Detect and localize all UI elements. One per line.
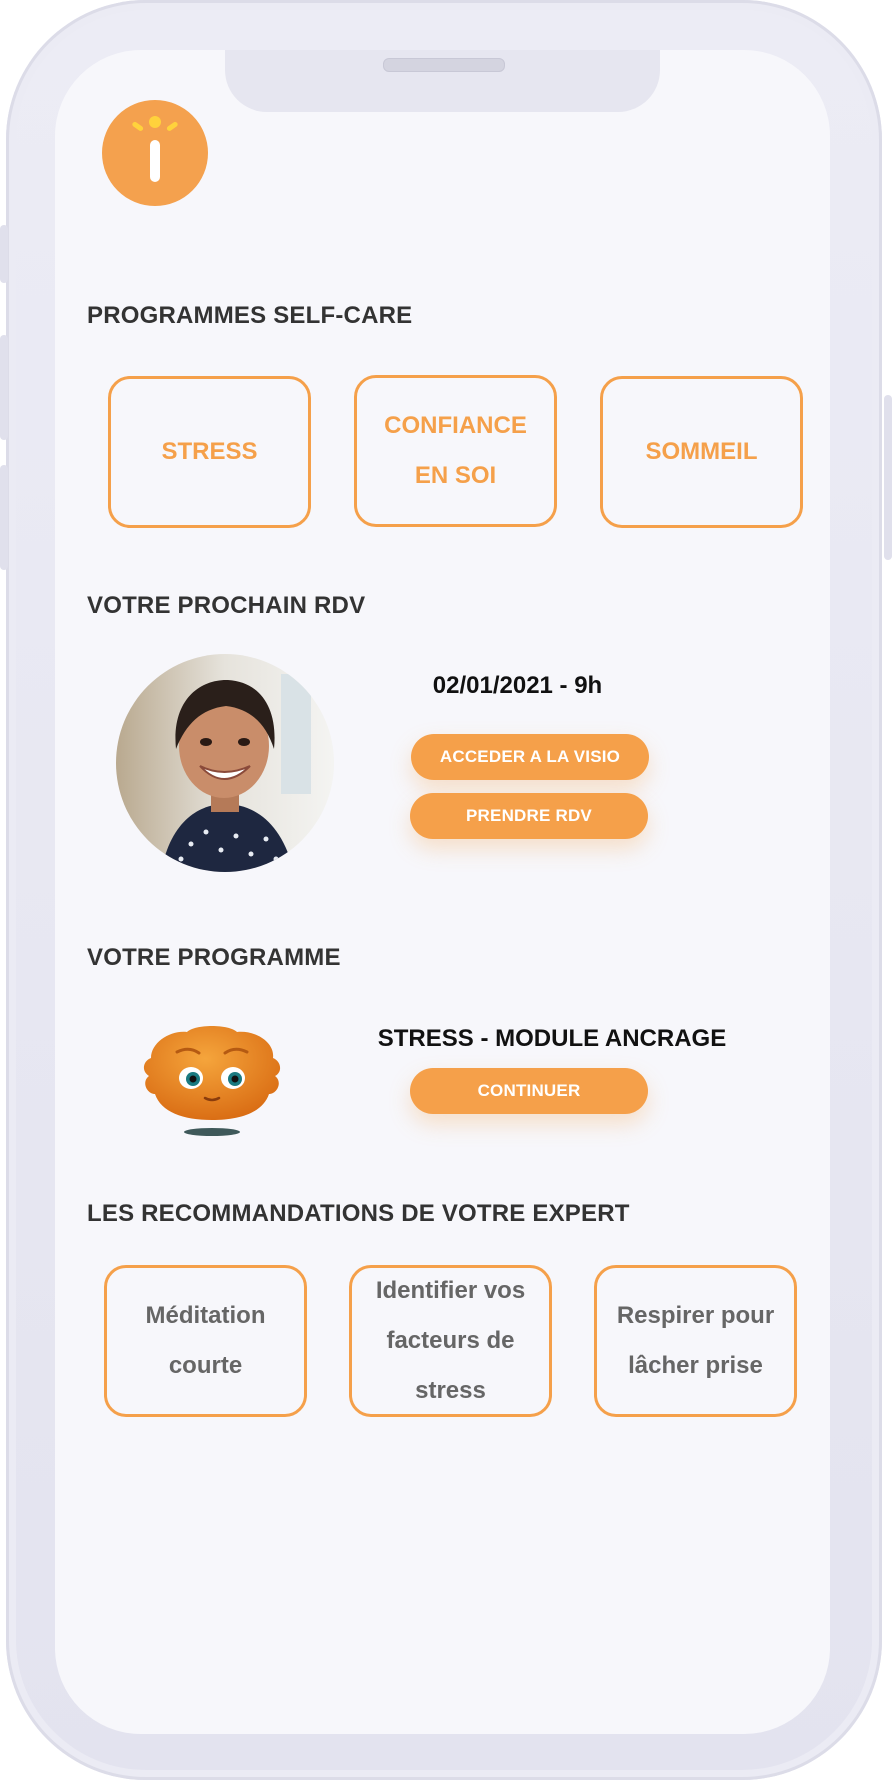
programme-card-label: CONFIANCE EN SOI — [384, 412, 527, 489]
expert-avatar — [116, 654, 334, 872]
recommandation-card-meditation[interactable] — [104, 1265, 307, 1417]
recommandation-card-facteurs[interactable] — [349, 1265, 552, 1417]
phone-side-button-power — [884, 395, 892, 560]
phone-side-button-mute — [0, 225, 8, 283]
section-title-rdv: VOTRE PROCHAIN RDV — [87, 592, 366, 619]
programme-card-label: STRESS — [161, 438, 258, 465]
programme-card-label: SOMMEIL — [645, 438, 758, 465]
info-person-logo-icon[interactable] — [102, 100, 208, 206]
recommandation-card-respirer[interactable] — [594, 1265, 797, 1417]
section-title-programmes: PROGRAMMES SELF-CARE — [87, 302, 413, 329]
programme-card-stress[interactable] — [108, 376, 311, 528]
continuer-button[interactable]: CONTINUER — [410, 1068, 648, 1114]
speaker-grille — [383, 58, 505, 72]
section-title-recommandations: LES RECOMMANDATIONS DE VOTRE EXPERT — [87, 1200, 630, 1227]
prendre-rdv-button[interactable]: PRENDRE RDV — [410, 793, 648, 839]
orange-mascot-icon — [137, 1016, 287, 1138]
programme-card-confiance[interactable] — [354, 375, 557, 527]
programme-card-sommeil[interactable] — [600, 376, 803, 528]
recommandation-card-label: Identifier vos facteurs de stress — [375, 1277, 526, 1404]
recommandation-card-label: Respirer pour lâcher prise — [616, 1302, 775, 1379]
phone-side-button-volume-up — [0, 335, 8, 440]
rdv-date: 02/01/2021 - 9h — [432, 672, 603, 699]
acceder-visio-button[interactable]: ACCEDER A LA VISIO — [411, 734, 649, 780]
module-title: STRESS - MODULE ANCRAGE — [377, 1025, 727, 1052]
recommandation-card-label: Méditation courte — [145, 1302, 266, 1379]
phone-notch — [225, 50, 660, 112]
section-title-programme: VOTRE PROGRAMME — [87, 944, 341, 971]
phone-side-button-volume-down — [0, 465, 8, 570]
app-screen — [55, 50, 830, 1734]
